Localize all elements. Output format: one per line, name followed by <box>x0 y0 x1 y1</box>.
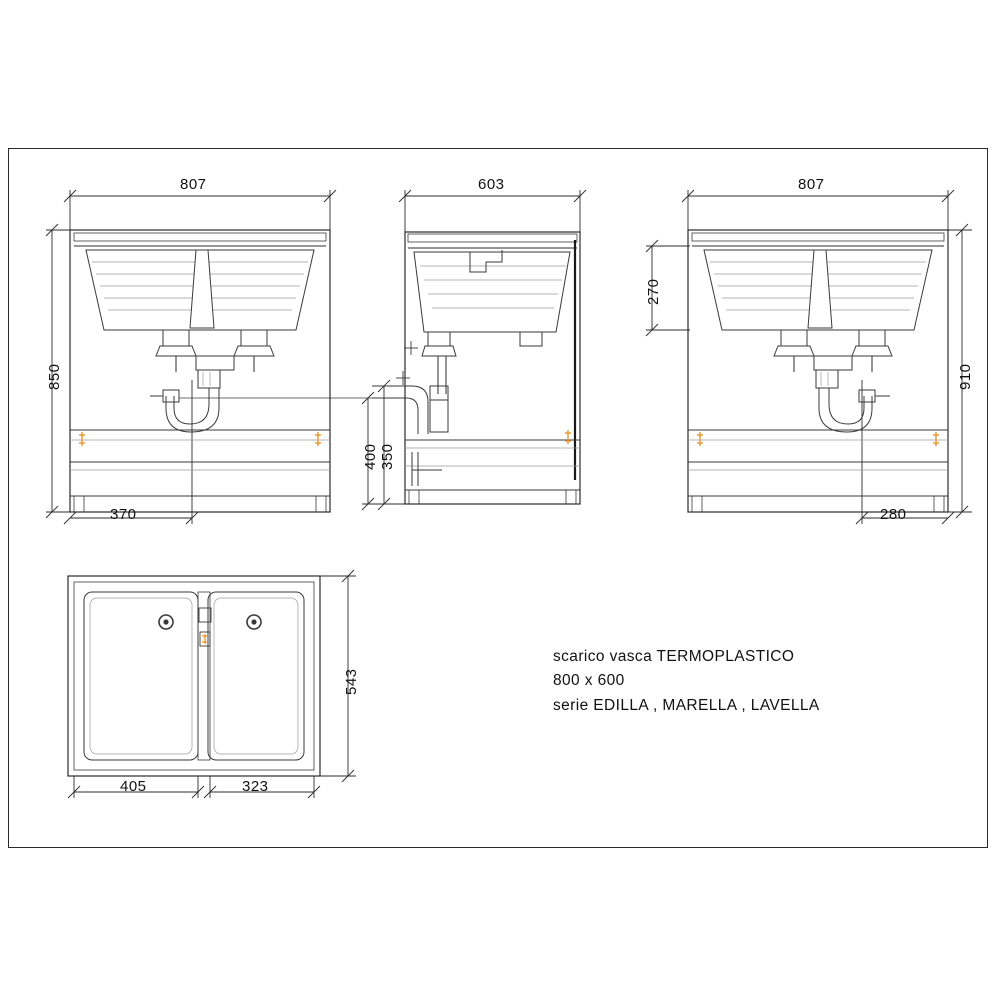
dim-807-rear: 807 <box>798 176 825 193</box>
dim-350-side: 350 <box>379 443 396 470</box>
dim-405-plan: 405 <box>120 778 147 795</box>
note-line-2: 800 x 600 <box>553 672 625 689</box>
note-line-1: scarico vasca TERMOPLASTICO <box>553 648 795 665</box>
dim-270-rear: 270 <box>645 278 662 305</box>
dim-543-plan: 543 <box>343 668 360 695</box>
dim-603-side: 603 <box>478 176 505 193</box>
dim-910-rear: 910 <box>957 363 974 390</box>
dim-850-front: 850 <box>46 363 63 390</box>
dim-280-rear: 280 <box>880 506 907 523</box>
dim-323-plan: 323 <box>242 778 269 795</box>
drawing-frame <box>8 148 988 848</box>
dim-370-front: 370 <box>110 506 137 523</box>
note-line-3: serie EDILLA , MARELLA , LAVELLA <box>553 697 820 714</box>
dim-807-front: 807 <box>180 176 207 193</box>
dim-400-side: 400 <box>362 443 379 470</box>
